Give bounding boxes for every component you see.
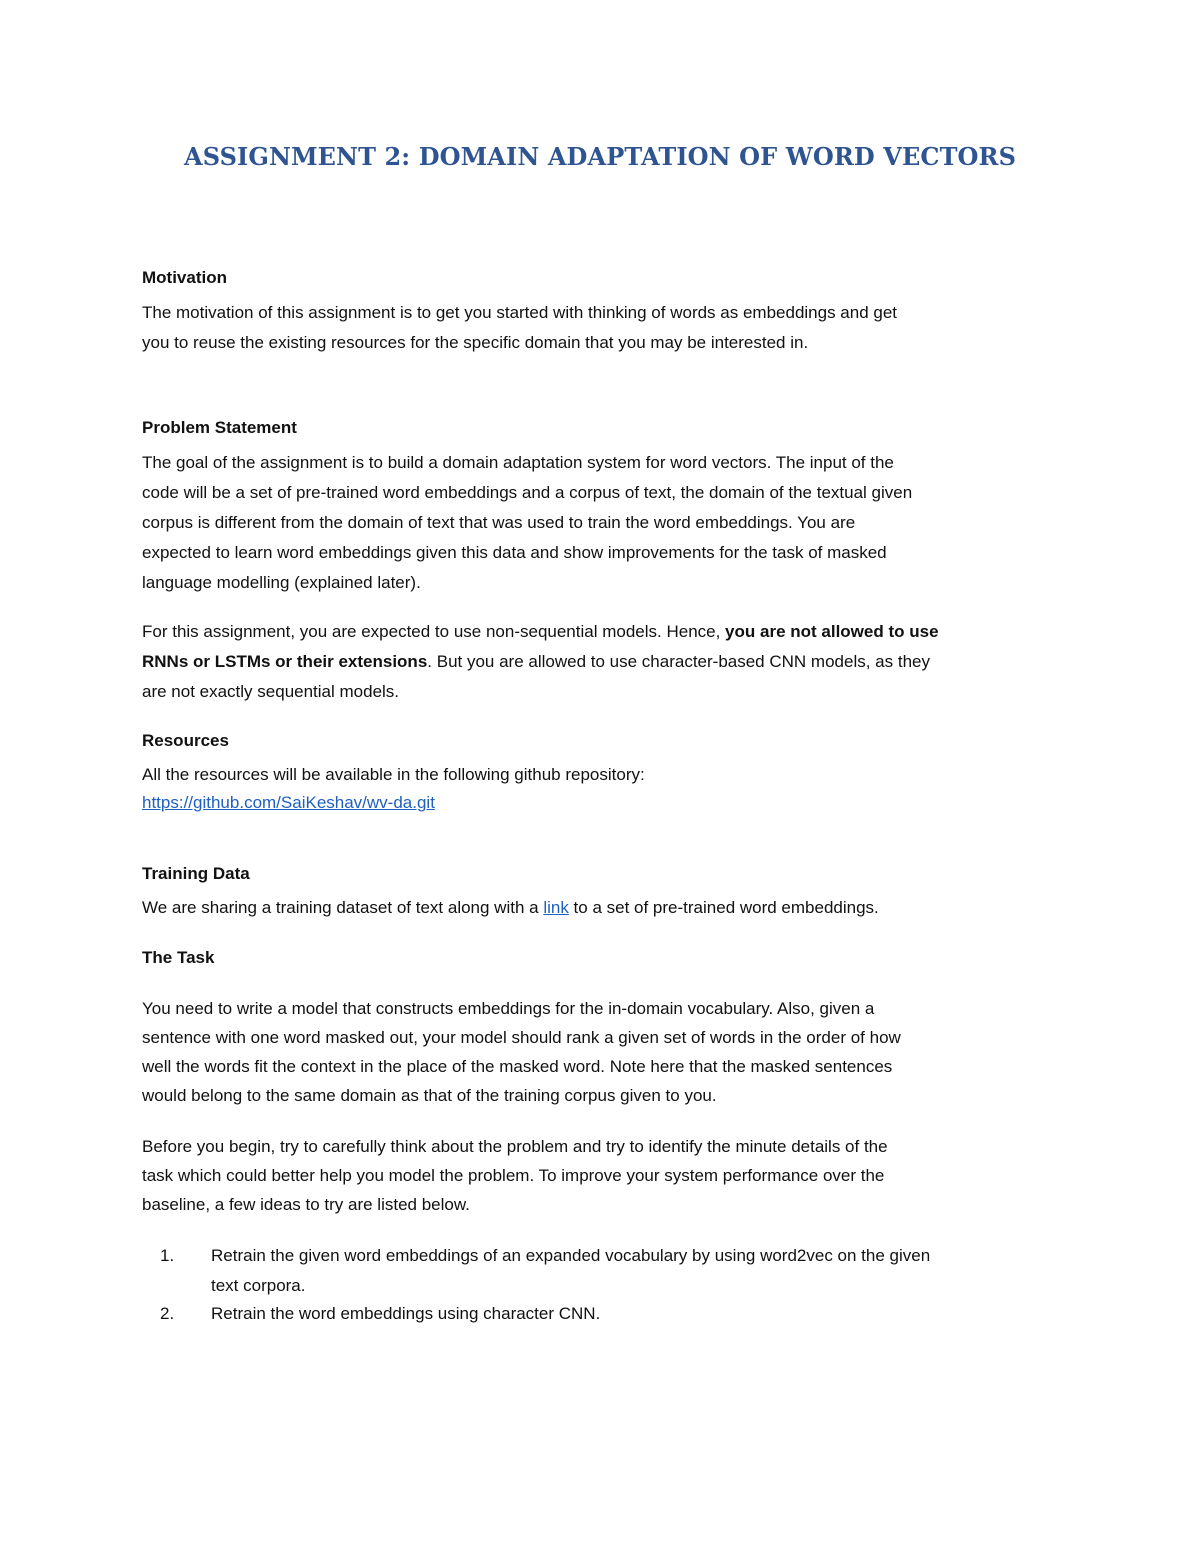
problem-line-4: expected to learn word embeddings given this data and show improvements for the task of masked bbox=[142, 543, 887, 562]
problem-p2-bold-1: you are not allowed to use bbox=[725, 622, 939, 641]
problem-p2-bold-2: RNNs or LSTMs or their extensions bbox=[142, 652, 428, 671]
resources-line-1: All the resources will be available in the following github repository: bbox=[142, 765, 645, 784]
list-item-2-line-1: Retrain the word embeddings using character CNN. bbox=[211, 1304, 601, 1323]
problem-p2-text-2: . But you are allowed to use character-based CNN models, as they bbox=[427, 652, 930, 671]
training-text-before: We are sharing a training dataset of text along with a bbox=[142, 898, 544, 917]
training-paragraph bbox=[142, 893, 1062, 923]
problem-line-3: corpus is different from the domain of text that was used to train the word embeddings. You are bbox=[142, 513, 856, 532]
problem-p2-text-3: are not exactly sequential models. bbox=[142, 682, 400, 701]
problem-line-2: code will be a set of pre-trained word embeddings and a corpus of text, the domain of the textual given bbox=[142, 483, 913, 502]
training-text-after: to a set of pre-trained word embeddings. bbox=[568, 898, 879, 917]
training-heading: Training Data bbox=[142, 864, 250, 883]
problem-paragraph-2 bbox=[142, 617, 1062, 707]
task-line-3: well the words fit the context in the place of the masked word. Note here that the masked sentences bbox=[142, 1057, 893, 1076]
page-title: ASSIGNMENT 2: DOMAIN ADAPTATION OF WORD VECTORS bbox=[183, 142, 1017, 171]
resources-paragraph bbox=[142, 761, 1062, 817]
list-item-1-line-2: text corpora. bbox=[211, 1276, 306, 1295]
task-heading: The Task bbox=[142, 948, 215, 967]
motivation-paragraph bbox=[142, 298, 1062, 358]
task-paragraph-1 bbox=[142, 994, 1062, 1110]
task-line-2: sentence with one word masked out, your model should rank a given set of words in the order of how bbox=[142, 1028, 901, 1047]
motivation-line-1: The motivation of this assignment is to get you started with thinking of words as embeddings and get bbox=[142, 303, 898, 322]
github-repo-link[interactable]: https://github.com/SaiKeshav/wv-da.git bbox=[142, 793, 435, 812]
task-line-1: You need to write a model that constructs embeddings for the in-domain vocabulary. Also, given a bbox=[142, 999, 875, 1018]
embeddings-link[interactable]: link bbox=[543, 898, 569, 917]
task-p2-line-1: Before you begin, try to carefully think about the problem and try to identify the minute details of the bbox=[142, 1137, 888, 1156]
motivation-line-2: you to reuse the existing resources for the specific domain that you may be interested in. bbox=[142, 333, 809, 352]
problem-p2-text-1: For this assignment, you are expected to use non-sequential models. Hence, bbox=[142, 622, 726, 641]
list-item-1-line-1: Retrain the given word embeddings of an expanded vocabulary by using word2vec on the given bbox=[211, 1246, 931, 1265]
resources-heading: Resources bbox=[142, 731, 229, 750]
list-item-number: 1. bbox=[160, 1246, 175, 1265]
problem-line-5: language modelling (explained later). bbox=[142, 573, 421, 592]
task-line-4: would belong to the same domain as that of the training corpus given to you. bbox=[142, 1086, 717, 1105]
list-item-text bbox=[211, 1241, 1061, 1301]
problem-line-1: The goal of the assignment is to build a domain adaptation system for word vectors. The input of the bbox=[142, 453, 894, 472]
motivation-heading: Motivation bbox=[142, 268, 227, 287]
list-item-text bbox=[211, 1299, 1061, 1329]
task-paragraph-2 bbox=[142, 1132, 1062, 1219]
task-p2-line-2: task which could better help you model the problem. To improve your system performance over the bbox=[142, 1166, 885, 1185]
list-item-number: 2. bbox=[160, 1304, 175, 1323]
problem-heading: Problem Statement bbox=[142, 418, 297, 437]
task-p2-line-3: baseline, a few ideas to try are listed below. bbox=[142, 1195, 470, 1214]
problem-paragraph-1 bbox=[142, 448, 1062, 598]
